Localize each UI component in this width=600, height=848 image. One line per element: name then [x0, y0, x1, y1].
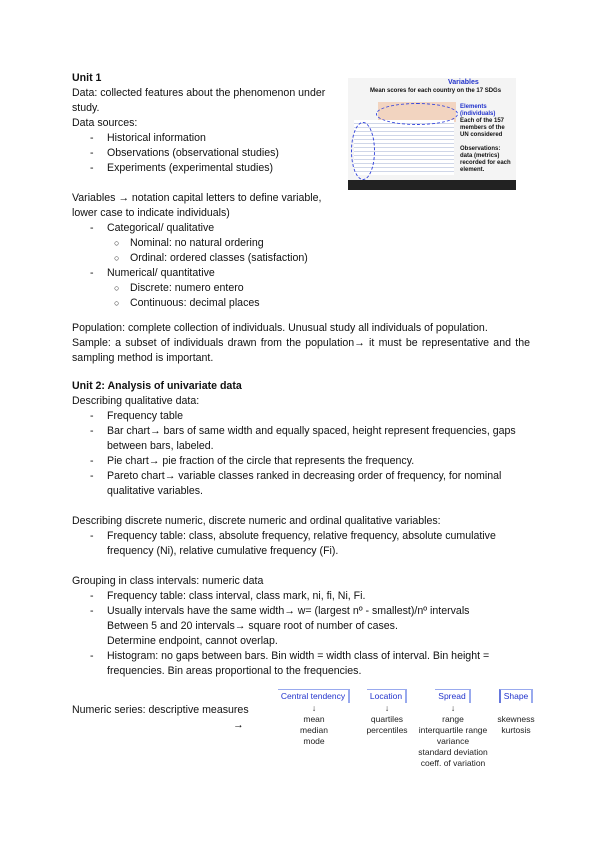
list-item: - Histogram: no gaps between bars. Bin width = width class of interval. Bin height = frequencies. Bin areas proportional to the frequencies.: [72, 649, 530, 679]
measure-item: quartiles: [370, 714, 404, 724]
qual-label: Describing qualitative data:: [72, 395, 200, 407]
list-item: ○ Nominal: no natural ordering: [72, 236, 347, 251]
variables-section: [72, 191, 347, 311]
measure-location: [362, 689, 412, 736]
fig-elements: [460, 104, 514, 139]
taskbar: [348, 180, 516, 190]
arrow-right: →: [233, 719, 244, 731]
list-item: - Pareto chart→ variable classes ranked in decreasing order of frequency, for nominal qualitative variables.: [72, 469, 530, 499]
list-item: - Frequency table: [72, 409, 530, 424]
measure-item: mode: [303, 736, 325, 746]
measure-arrow: ↓: [311, 703, 317, 713]
measure-arrow: ↓: [384, 703, 390, 713]
numeric-label: Numeric series: descriptive measures: [72, 704, 249, 716]
measure-head: Central tendency: [278, 689, 350, 703]
measure-item: interquartile range: [418, 725, 488, 735]
fig-elements-desc: Each of the 157 members of the UN considered: [460, 118, 505, 138]
measure-item: percentiles: [366, 725, 408, 735]
variables-def: Variables → notation capital letters to define variable, lower case to indicate individuals): [72, 192, 322, 219]
unit1-section: [72, 71, 344, 176]
list-item: ○ Continuous: decimal places: [72, 296, 347, 311]
measure-item: mean: [303, 714, 325, 724]
discrete-label: Describing discrete numeric, discrete numeric and ordinal qualitative variables:: [72, 515, 441, 527]
population-def: Population: complete collection of individuals. Unusual study all individuals of population.: [72, 322, 488, 334]
measure-spread: [413, 689, 493, 769]
measure-head: Spread: [435, 689, 470, 703]
fig-observations: Observations: data (metrics) recorded for each element.: [460, 146, 511, 173]
unit1-title: Unit 1: [72, 72, 102, 84]
measure-item: median: [300, 725, 328, 735]
measure-head: Location: [367, 689, 407, 703]
group-extra-2: Determine endpoint, cannot overlap.: [107, 635, 278, 647]
unit2-title: Unit 2: Analysis of univariate data: [72, 380, 242, 392]
list-item: - Categorical/ qualitative: [72, 221, 347, 236]
list-item: - Historical information: [72, 131, 344, 146]
list-item: - Frequency table: class interval, class mark, ni, fi, Ni, Fi.: [72, 589, 530, 604]
measure-item: standard deviation: [418, 747, 488, 757]
fig-elements-label: Elements (individuals): [460, 104, 496, 117]
sources-label: Data sources:: [72, 117, 138, 129]
list-item: - Experiments (experimental studies): [72, 161, 344, 176]
sample-def: Sample: a subset of individuals drawn from the population→ it must be representative and the sampling method is important.: [72, 337, 530, 364]
fig-variables-label: Variables: [448, 79, 479, 86]
measure-head: Shape: [499, 689, 534, 703]
measure-shape: [494, 689, 538, 736]
measure-arrow: [494, 703, 538, 714]
measure-item: variance: [436, 736, 470, 746]
unit2-section: [72, 379, 530, 679]
variables-ellipse: [376, 103, 458, 125]
list-item: - Numerical/ quantitative: [72, 266, 347, 281]
measure-central-tendency: [275, 689, 353, 747]
list-item: - Observations (observational studies): [72, 146, 344, 161]
list-item: ○ Discrete: numero entero: [72, 281, 347, 296]
measure-arrow: ↓: [450, 703, 456, 713]
group-label: Grouping in class intervals: numeric data: [72, 575, 264, 587]
data-definition: Data: collected features about the phenomenon under study.: [72, 87, 326, 114]
measure-item: kurtosis: [501, 725, 531, 735]
measure-item: range: [442, 714, 464, 724]
list-item: - Bar chart→ bars of same width and equally spaced, height represent frequencies, gaps between bars, labeled.: [72, 424, 530, 454]
group-extra-1: Between 5 and 20 intervals→ square root of number of cases.: [107, 620, 398, 632]
sdg-spreadsheet-figure: [348, 78, 516, 190]
list-item: - Usually intervals have the same width→ w= (largest nº - smallest)/nº intervals: [72, 604, 530, 619]
elements-ellipse: [351, 122, 375, 180]
list-item: - Frequency table: class, absolute frequency, relative frequency, absolute cumulative frequency (Ni), relative cumulative frequency (Fi).: [72, 529, 530, 559]
list-item: - Pie chart→ pie fraction of the circle that represents the frequency.: [72, 454, 530, 469]
population-section: [72, 321, 530, 366]
measure-item: coeff. of variation: [420, 758, 486, 768]
measure-item: skewness: [497, 714, 535, 724]
fig-title: Mean scores for each country on the 17 SDGs: [370, 88, 502, 94]
list-item: ○ Ordinal: ordered classes (satisfaction): [72, 251, 347, 266]
